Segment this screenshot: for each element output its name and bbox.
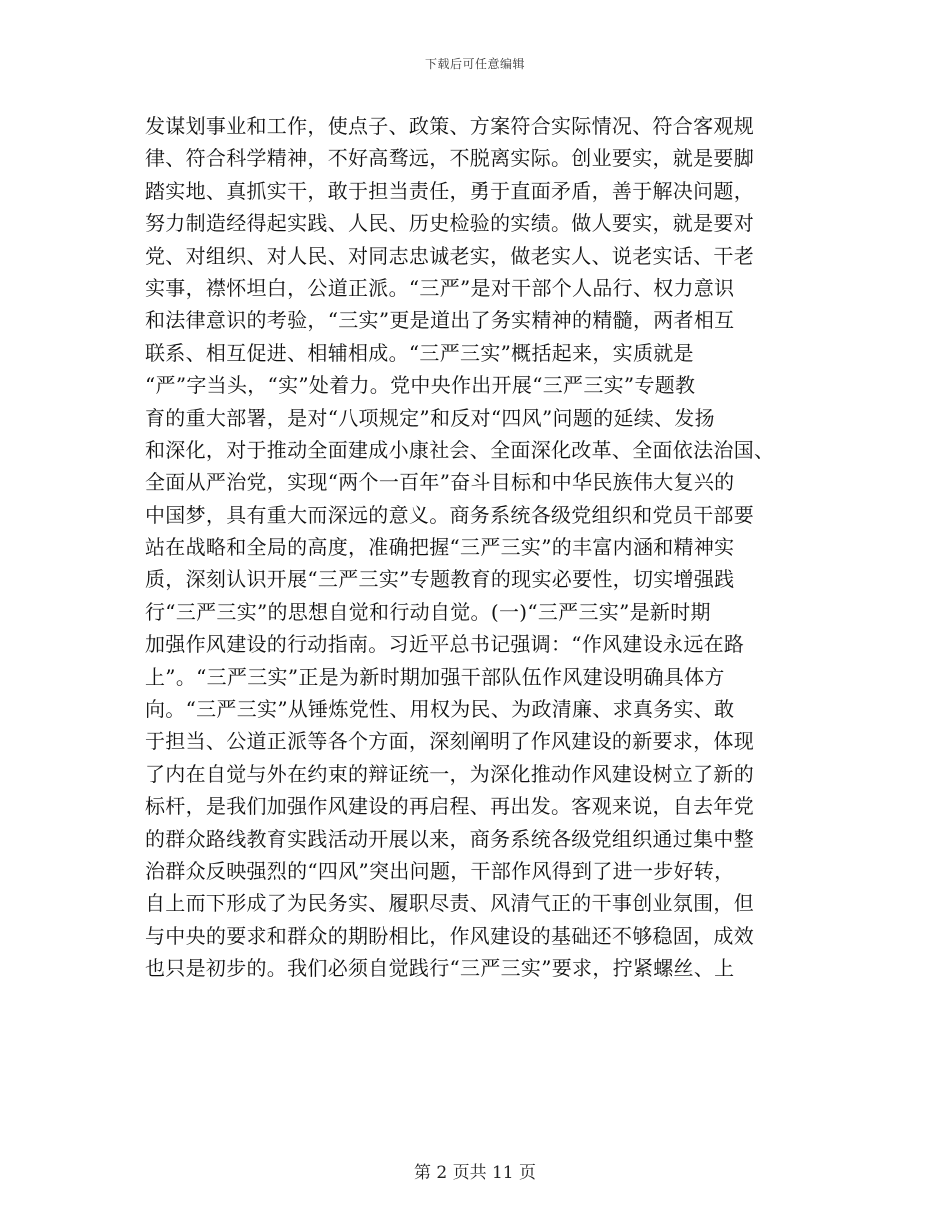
text-line: 向。“三严三实”从锤炼党性、用权为民、为政清廉、求真务实、敢 [145,697,735,722]
text-line: 努力制造经得起实践、人民、历史检验的实绩。做人要实，就是要对 [145,211,754,236]
text-line: 治群众反映强烈的“四风”突出问题，干部作风得到了进一步好转， [145,858,735,883]
text-line: 和法律意识的考验，“三实”更是道出了务实精神的精髓，两者相互 [145,308,735,333]
text-line: 党、对组织、对人民、对同志忠诚老实，做老实人、说老实话、干老 [145,243,754,268]
text-line: “严”字当头，“实”处着力。党中央作出开展“三严三实”专题教 [145,373,696,398]
text-line: 行“三严三实”的思想自觉和行动自觉。(一)“三严三实”是新时期 [145,599,711,624]
text-line: 与中央的要求和群众的期盼相比，作风建设的基础还不够稳固，成效 [145,923,754,948]
page-number: 第 2 页共 11 页 [413,1163,537,1183]
text-line: 和深化，对于推动全面建成小康社会、全面深化改革、全面依法治国、 [145,437,775,462]
text-line: 质，深刻认识开展“三严三实”专题教育的现实必要性，切实增强践 [145,567,735,592]
text-line: 上”。“三严三实”正是为新时期加强干部队伍作风建设明确具体方 [145,664,725,689]
text-line: 实事，襟怀坦白，公道正派。“三严”是对干部个人品行、权力意识 [145,275,735,300]
text-line: 中国梦，具有重大而深远的意义。商务系统各级党组织和党员干部要 [145,502,754,527]
text-line: 于担当、公道正派等各个方面，深刻阐明了作风建设的新要求，体现 [145,729,754,754]
text-line: 自上而下形成了为民务实、履职尽责、风清气正的干事创业氛围，但 [145,891,754,916]
text-line: 也只是初步的。我们必须自觉践行“三严三实”要求，拧紧螺丝、上 [145,956,735,981]
text-line: 育的重大部署，是对“八项规定”和反对“四风”问题的延续、发扬 [145,405,715,430]
text-line: 站在战略和全局的高度，准确把握“三严三实”的丰富内涵和精神实 [145,535,735,560]
text-line: 标杆，是我们加强作风建设的再启程、再出发。客观来说，自去年党 [145,794,754,819]
text-line: 踏实地、真抓实干，敢于担当责任，勇于直面矛盾，善于解决问题， [145,178,754,203]
body-text [145,110,825,985]
text-line: 发谋划事业和工作，使点子、政策、方案符合实际情况、符合客观规 [145,114,754,138]
text-line: 律、符合科学精神，不好高骛远，不脱离实际。创业要实，就是要脚 [145,146,754,171]
text-line: 加强作风建设的行动指南。习近平总书记强调：“作风建设永远在路 [145,632,745,657]
text-line: 的群众路线教育实践活动开展以来，商务系统各级党组织通过集中整 [145,826,754,851]
text-line: 全面从严治党，实现“两个一百年”奋斗目标和中华民族伟大复兴的 [145,470,735,495]
text-line: 联系、相互促进、相辅相成。“三严三实”概括起来，实质就是 [145,340,694,365]
text-line: 了内在自觉与外在约束的辩证统一，为深化推动作风建设树立了新的 [145,761,754,786]
page-header: 下载后可任意编辑 [424,57,525,71]
